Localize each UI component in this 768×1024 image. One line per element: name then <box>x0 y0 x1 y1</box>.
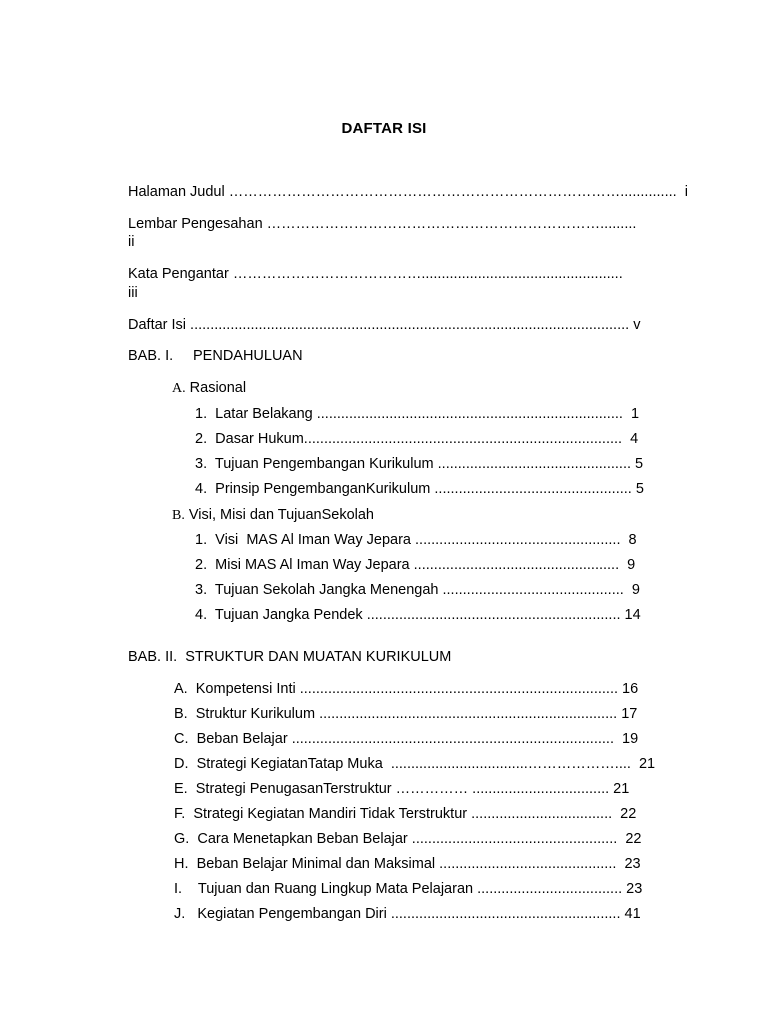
item-number: E. <box>174 781 188 797</box>
toc-page: 1 <box>622 406 640 422</box>
toc-leader: ............................................................... <box>366 607 621 623</box>
toc-leader: ......................................................... <box>390 906 621 922</box>
item-text: Tujuan Jangka Pendek <box>214 607 367 623</box>
toc-leader: .......................................................................... <box>319 706 618 722</box>
toc-item <box>174 755 655 773</box>
toc-page: v <box>629 317 641 333</box>
toc-leader: ............................................ <box>439 856 617 872</box>
item-number: 2. <box>195 431 208 447</box>
section-marker: B. <box>172 508 185 523</box>
item-text: Kompetensi Inti <box>195 681 300 697</box>
toc-leader: ................................................... <box>413 557 620 573</box>
section-b <box>172 506 374 525</box>
toc-item <box>174 830 641 848</box>
chapter-heading-bab1-title: PENDAHULUAN <box>193 348 303 364</box>
toc-leader: ................................................. <box>434 481 632 497</box>
toc-page: 23 <box>622 881 643 897</box>
item-text: Beban Belajar <box>196 731 292 747</box>
toc-item <box>195 405 639 423</box>
toc-item <box>195 606 641 624</box>
toc-entry-daftar-isi <box>128 316 640 334</box>
toc-page: i <box>676 184 688 200</box>
item-number: 3. <box>195 456 208 472</box>
toc-page: 17 <box>617 706 638 722</box>
item-text: Cara Menetapkan Beban Belajar <box>197 831 412 847</box>
toc-page: 8 <box>620 532 637 548</box>
toc-item <box>195 455 643 473</box>
toc-page: 9 <box>623 582 640 598</box>
toc-leader: ..................................……………….... <box>390 756 631 772</box>
item-text: Misi MAS Al Iman Way Jepara <box>215 557 414 573</box>
section-a <box>172 379 246 398</box>
item-text: Latar Belakang <box>215 406 317 422</box>
toc-item <box>195 556 635 574</box>
item-text: Struktur Kurikulum <box>195 706 320 722</box>
toc-item <box>195 430 638 448</box>
toc-item <box>174 705 637 723</box>
toc-entry-halaman-judul <box>128 183 688 201</box>
toc-item <box>174 730 638 748</box>
toc-page: 5 <box>631 456 644 472</box>
toc-entry-lembar-pengesahan <box>128 215 636 233</box>
toc-page: 41 <box>620 906 641 922</box>
toc-leader: ................................... <box>471 806 613 822</box>
toc-leader: ................................................... <box>415 532 621 548</box>
item-number: 1. <box>195 532 208 548</box>
toc-page: 21 <box>609 781 630 797</box>
toc-item <box>174 905 641 923</box>
page-title: DAFTAR ISI <box>341 120 427 137</box>
toc-leader: ............................................................................................................. <box>190 317 630 333</box>
toc-item <box>195 480 644 498</box>
toc-item <box>174 855 641 873</box>
item-number: A. <box>174 681 188 697</box>
toc-page: 23 <box>616 856 641 872</box>
item-text: Tujuan Sekolah Jangka Menengah <box>214 582 443 598</box>
toc-leader: ……………………………………………………………......... <box>266 216 637 232</box>
item-number: G. <box>174 831 190 847</box>
toc-item <box>174 680 638 698</box>
toc-leader: ................................................................................ <box>291 731 614 747</box>
item-text: Strategi KegiatanTatap Muka <box>196 756 391 772</box>
item-number: H. <box>174 856 189 872</box>
toc-leader: .................................... <box>477 881 623 897</box>
toc-page-kata-pengantar: iii <box>128 285 138 301</box>
item-number: B. <box>174 706 188 722</box>
toc-label: Halaman Judul <box>128 184 229 200</box>
item-number: 4. <box>195 481 208 497</box>
toc-leader: ............................................................................... <box>303 431 623 447</box>
item-number: J. <box>174 906 186 922</box>
toc-page: 21 <box>630 756 656 772</box>
toc-item <box>174 880 642 898</box>
chapter-heading-bab1-number: BAB. I. <box>128 348 174 364</box>
toc-page-lembar-pengesahan: ii <box>128 234 135 250</box>
toc-page: 22 <box>612 806 637 822</box>
toc-page: 9 <box>619 557 636 573</box>
toc-entry-kata-pengantar <box>128 265 623 283</box>
item-number: C. <box>174 731 189 747</box>
item-number: 1. <box>195 406 208 422</box>
toc-label: Kata Pengantar <box>128 266 233 282</box>
toc-leader: ............................................. <box>442 582 624 598</box>
toc-page: 4 <box>622 431 639 447</box>
toc-leader: ………………………………….................................................. <box>232 266 623 282</box>
item-number: I. <box>174 881 183 897</box>
item-number: F. <box>174 806 186 822</box>
toc-label: Lembar Pengesahan <box>128 216 267 232</box>
item-text: Strategi Kegiatan Mandiri Tidak Terstruktur <box>193 806 472 822</box>
item-text: Tujuan dan Ruang Lingkup Mata Pelajaran <box>197 881 478 897</box>
chapter-heading-bab2: BAB. II. STRUKTUR DAN MUATAN KURIKULUM <box>128 649 452 665</box>
item-text: Tujuan Pengembangan Kurikulum <box>214 456 438 472</box>
item-number: 4. <box>195 607 208 623</box>
toc-leader: …………… .................................. <box>395 781 610 797</box>
toc-leader: ................................................ <box>437 456 632 472</box>
section-marker: A. <box>172 381 186 396</box>
item-text: Strategi PenugasanTerstruktur <box>195 781 396 797</box>
section-label: Visi, Misi dan TujuanSekolah <box>188 507 374 523</box>
toc-page: 5 <box>631 481 644 497</box>
item-text: Dasar Hukum <box>215 431 304 447</box>
toc-leader: ............................................................................ <box>316 406 623 422</box>
item-text: Visi MAS Al Iman Way Jepara <box>215 532 416 548</box>
item-number: 2. <box>195 557 208 573</box>
item-number: 3. <box>195 582 208 598</box>
item-text: Kegiatan Pengembangan Diri <box>197 906 391 922</box>
toc-leader: ............................................................................... <box>299 681 619 697</box>
toc-item <box>195 531 637 549</box>
toc-item <box>174 780 629 798</box>
toc-label: Daftar Isi <box>128 317 191 333</box>
toc-leader: ................................................... <box>411 831 618 847</box>
section-label: Rasional <box>189 380 247 396</box>
toc-item <box>195 581 640 599</box>
toc-page: 22 <box>617 831 642 847</box>
item-text: Beban Belajar Minimal dan Maksimal <box>196 856 440 872</box>
item-number: D. <box>174 756 189 772</box>
toc-page: 14 <box>620 607 641 623</box>
toc-item <box>174 805 636 823</box>
toc-page: 16 <box>618 681 639 697</box>
toc-leader: ……………………………………………………………………….............. <box>228 184 677 200</box>
item-text: Prinsip PengembanganKurikulum <box>215 481 435 497</box>
toc-page: 19 <box>613 731 639 747</box>
